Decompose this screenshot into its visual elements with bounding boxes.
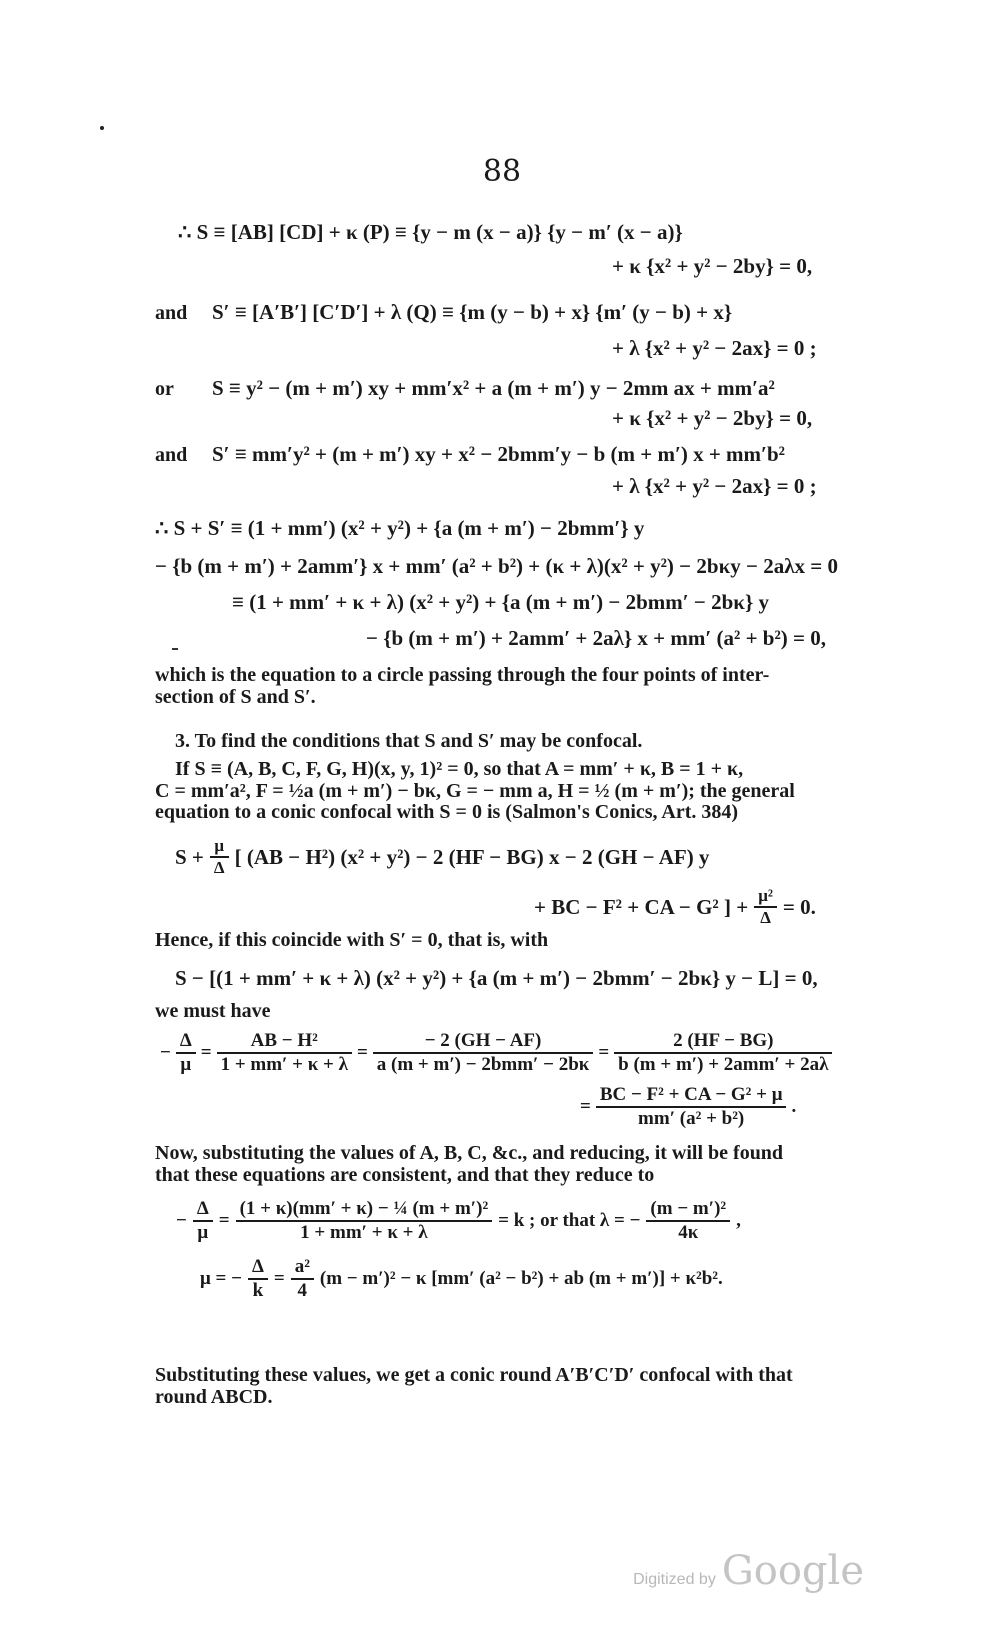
equation-8-tail: . (791, 1096, 797, 1117)
fraction-numerator: μ² (754, 886, 777, 908)
fraction-numerator: 2 (HF − BG) (614, 1030, 832, 1054)
equation-8-line-2 (580, 1084, 796, 1130)
paragraph-2: Hence, if this coincide with S′ = 0, that is, with (155, 929, 549, 951)
google-logo: Google (721, 1548, 864, 1594)
equation-3-label: or (155, 378, 174, 400)
equation-9-fraction-2 (236, 1198, 493, 1244)
equation-2-line-2: + λ {x² + y² − 2ax} = 0 ; (612, 336, 817, 360)
equation-10-fraction-2 (291, 1256, 314, 1302)
fraction-numerator: − 2 (GH − AF) (373, 1030, 594, 1054)
equation-9 (176, 1198, 741, 1244)
equals-sign: = (273, 1268, 285, 1289)
equation-8-fraction-4 (614, 1030, 832, 1076)
fraction-numerator: (1 + κ)(mm′ + κ) − ¼ (m + m′)² (236, 1198, 493, 1222)
fraction-numerator: Δ (176, 1030, 196, 1054)
fraction-denominator: mm′ (a² + b²) (638, 1108, 745, 1129)
equation-4-line-1: S′ ≡ mm′y² + (m + m′) xy + x² − 2bmm′y − b (m + m′) x + mm′b² (212, 442, 785, 466)
equation-1-line-1: ∴ S ≡ [AB] [CD] + κ (P) ≡ {y − m (x − a)} {y − m′ (x − a)} (178, 220, 683, 244)
equation-9-fraction-3 (646, 1198, 730, 1244)
equation-5-line-3: ≡ (1 + mm′ + κ + λ) (x² + y²) + {a (m + m′) − 2bmm′ − 2bκ} y (232, 590, 769, 614)
equation-6-line-1 (175, 836, 709, 878)
equation-9-fraction-1 (193, 1198, 213, 1244)
equation-1-line-2: + κ {x² + y² − 2by} = 0, (612, 254, 813, 278)
section-3-heading: 3. To find the conditions that S and S′ may be confocal. (175, 730, 643, 752)
paragraph-5-line-2: round ABCD. (155, 1386, 273, 1408)
fraction-numerator: Δ (193, 1198, 213, 1222)
fraction-denominator: μ (197, 1222, 209, 1243)
fraction-denominator: b (m + m′) + 2amm′ + 2aλ (618, 1054, 829, 1075)
equation-2-line-1: S′ ≡ [A′B′] [C′D′] + λ (Q) ≡ {m (y − b) + x} {m′ (y − b) + x} (212, 300, 733, 324)
digitized-watermark (633, 1548, 864, 1594)
paragraph-1-line-2: section of S and S′. (155, 686, 316, 708)
equation-2-label: and (155, 302, 188, 324)
equation-6-fraction-2 (754, 886, 777, 928)
equation-3-line-1: S ≡ y² − (m + m′) xy + mm′x² + a (m + m′) y − 2mm ax + mm′a² (212, 376, 775, 400)
fraction-numerator: a² (291, 1256, 314, 1280)
equation-8-fraction-3 (373, 1030, 594, 1076)
fraction-denominator: a (m + m′) − 2bmm′ − 2bκ (376, 1054, 590, 1075)
equation-3-line-2: + κ {x² + y² − 2by} = 0, (612, 406, 813, 430)
equation-8-fraction-5 (596, 1084, 787, 1130)
equation-10 (200, 1256, 723, 1302)
equation-7: S − [(1 + mm′ + κ + λ) (x² + y²) + {a (m + m′) − 2bmm′ − 2bκ} y − L] = 0, (175, 966, 818, 990)
fraction-numerator: (m − m′)² (646, 1198, 730, 1222)
equation-6-tail: = 0. (782, 894, 816, 919)
equation-8-lead: − (160, 1042, 171, 1063)
fraction-numerator: BC − F² + CA − G² + μ (596, 1084, 787, 1108)
paragraph-3: we must have (155, 1000, 271, 1022)
paragraph-5-line-1: Substituting these values, we get a conic round A′B′C′D′ confocal with that (155, 1364, 793, 1386)
equation-6-line-2 (534, 886, 816, 928)
equals-sign: = (356, 1042, 368, 1063)
equals-sign: = (598, 1042, 610, 1063)
equation-4-line-2: + λ {x² + y² − 2ax} = 0 ; (612, 474, 817, 498)
equation-6-fraction (210, 836, 229, 878)
equation-8-line-1 (160, 1030, 832, 1076)
equation-8-fraction-1 (176, 1030, 196, 1076)
equation-4-label: and (155, 444, 188, 466)
digitized-by-text: Digitized by (633, 1571, 716, 1588)
equation-9-lead: − (176, 1210, 187, 1231)
equation-9-tail: , (736, 1210, 741, 1231)
equation-9-mid: = k ; or that λ = − (498, 1210, 641, 1231)
fraction-denominator: 4κ (678, 1222, 699, 1243)
fraction-denominator: Δ (213, 858, 225, 877)
fraction-denominator: Δ (760, 908, 771, 927)
stray-mark (100, 126, 104, 130)
equation-5-line-1: ∴ S + S′ ≡ (1 + mm′) (x² + y²) + {a (m + m′) − 2bmm′} y (155, 516, 645, 540)
section-3-line-1: If S ≡ (A, B, C, F, G, H)(x, y, 1)² = 0, so that A = mm′ + κ, B = 1 + κ, (175, 758, 744, 780)
fraction-denominator: 1 + mm′ + κ + λ (300, 1222, 428, 1243)
stray-tick (172, 648, 178, 650)
equation-10-lead: μ = − (200, 1268, 242, 1289)
equation-10-fraction-1 (248, 1256, 268, 1302)
equals-sign: = (200, 1042, 212, 1063)
fraction-numerator: AB − H² (217, 1030, 352, 1054)
paragraph-1-line-1: which is the equation to a circle passing through the four points of inter- (155, 664, 770, 686)
equation-5-line-4: − {b (m + m′) + 2amm′ + 2aλ} x + mm′ (a² + b²) = 0, (366, 626, 826, 650)
fraction-numerator: Δ (248, 1256, 268, 1280)
section-3-line-3: equation to a conic confocal with S = 0 is (Salmon's Conics, Art. 384) (155, 801, 739, 823)
paragraph-4-line-2: that these equations are consistent, and that they reduce to (155, 1164, 655, 1186)
section-3-line-2: C = mm′a², F = ½a (m + m′) − bκ, G = − mm a, H = ½ (m + m′); the general (155, 780, 795, 802)
equals-sign: = (218, 1210, 230, 1231)
fraction-denominator: μ (180, 1054, 192, 1075)
fraction-denominator: 1 + mm′ + κ + λ (220, 1054, 348, 1075)
equation-6-lead: S + (175, 844, 204, 869)
fraction-denominator: 4 (297, 1280, 308, 1301)
paragraph-4-line-1: Now, substituting the values of A, B, C, &c., and reducing, it will be found (155, 1142, 784, 1164)
page-number: 88 (482, 154, 522, 189)
equals-sign: = (580, 1096, 591, 1117)
equation-6-body-2: + BC − F² + CA − G² ] + (534, 894, 749, 919)
equation-10-tail: (m − m′)² − κ [mm′ (a² − b²) + ab (m + m′)] + κ²b². (319, 1268, 723, 1289)
fraction-numerator: μ (210, 836, 229, 858)
fraction-denominator: k (252, 1280, 264, 1301)
equation-6-body: [ (AB − H²) (x² + y²) − 2 (HF − BG) x − 2 (GH − AF) y (234, 844, 710, 869)
equation-8-fraction-2 (217, 1030, 352, 1076)
equation-5-line-2: − {b (m + m′) + 2amm′} x + mm′ (a² + b²) + (κ + λ)(x² + y²) − 2bκy − 2aλx = 0 (155, 554, 838, 578)
